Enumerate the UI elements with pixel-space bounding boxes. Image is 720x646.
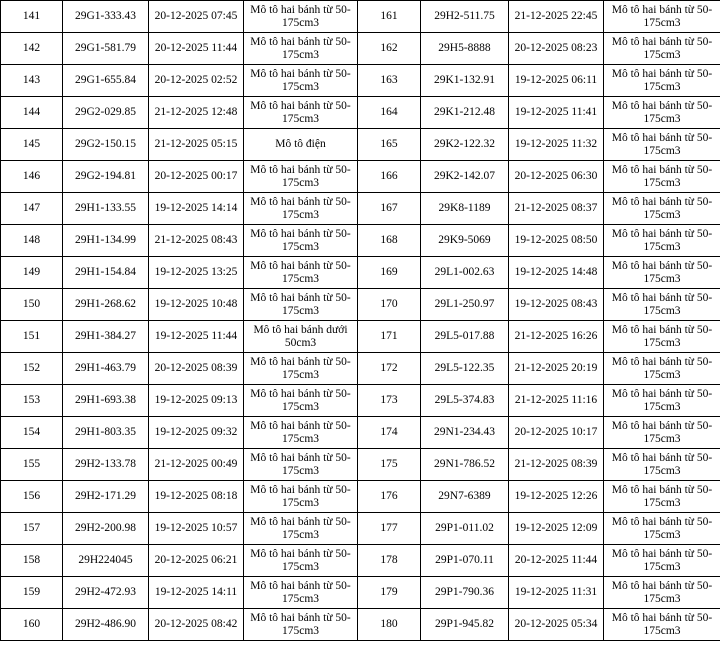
vehicle-type-cell: Mô tô hai bánh từ 50- 175cm3 bbox=[244, 289, 358, 321]
row-number-cell: 170 bbox=[358, 289, 421, 321]
license-plate-cell: 29H5-8888 bbox=[421, 33, 509, 65]
row-number-cell: 141 bbox=[1, 1, 63, 33]
violation-time-cell: 19-12-2025 11:44 bbox=[149, 321, 244, 353]
table-row bbox=[1, 417, 720, 449]
vehicle-type-cell: Mô tô hai bánh từ 50- 175cm3 bbox=[244, 97, 358, 129]
table-row bbox=[1, 353, 720, 385]
violation-time-cell: 19-12-2025 12:26 bbox=[509, 481, 604, 513]
license-plate-cell: 29H1-693.38 bbox=[63, 385, 149, 417]
license-plate-cell: 29G1-581.79 bbox=[63, 33, 149, 65]
license-plate-cell: 29H224045 bbox=[63, 545, 149, 577]
violation-time-cell: 20-12-2025 06:21 bbox=[149, 545, 244, 577]
row-number-cell: 146 bbox=[1, 161, 63, 193]
violation-time-cell: 20-12-2025 06:30 bbox=[509, 161, 604, 193]
violation-time-cell: 19-12-2025 11:32 bbox=[509, 129, 604, 161]
row-number-cell: 162 bbox=[358, 33, 421, 65]
row-number-cell: 173 bbox=[358, 385, 421, 417]
license-plate-cell: 29H1-134.99 bbox=[63, 225, 149, 257]
row-number-cell: 143 bbox=[1, 65, 63, 97]
row-number-cell: 159 bbox=[1, 577, 63, 609]
table-body bbox=[1, 1, 720, 641]
violation-time-cell: 19-12-2025 13:25 bbox=[149, 257, 244, 289]
vehicle-type-cell: Mô tô hai bánh từ 50- 175cm3 bbox=[604, 65, 720, 97]
vehicle-type-cell: Mô tô hai bánh từ 50- 175cm3 bbox=[604, 321, 720, 353]
vehicle-type-cell: Mô tô hai bánh từ 50- 175cm3 bbox=[604, 417, 720, 449]
row-number-cell: 164 bbox=[358, 97, 421, 129]
license-plate-cell: 29G2-150.15 bbox=[63, 129, 149, 161]
vehicle-type-cell: Mô tô hai bánh từ 50- 175cm3 bbox=[604, 289, 720, 321]
violation-time-cell: 20-12-2025 11:44 bbox=[509, 545, 604, 577]
row-number-cell: 155 bbox=[1, 449, 63, 481]
row-number-cell: 161 bbox=[358, 1, 421, 33]
violation-time-cell: 21-12-2025 11:16 bbox=[509, 385, 604, 417]
row-number-cell: 168 bbox=[358, 225, 421, 257]
row-number-cell: 149 bbox=[1, 257, 63, 289]
vehicle-type-cell: Mô tô hai bánh từ 50- 175cm3 bbox=[244, 257, 358, 289]
row-number-cell: 147 bbox=[1, 193, 63, 225]
vehicle-type-cell: Mô tô hai bánh từ 50- 175cm3 bbox=[604, 545, 720, 577]
violation-time-cell: 21-12-2025 00:49 bbox=[149, 449, 244, 481]
violation-time-cell: 20-12-2025 05:34 bbox=[509, 609, 604, 641]
table-row bbox=[1, 257, 720, 289]
license-plate-cell: 29H2-171.29 bbox=[63, 481, 149, 513]
violation-time-cell: 19-12-2025 09:32 bbox=[149, 417, 244, 449]
table-row bbox=[1, 161, 720, 193]
vehicle-type-cell: Mô tô hai bánh từ 50- 175cm3 bbox=[244, 385, 358, 417]
vehicle-type-cell: Mô tô hai bánh từ 50- 175cm3 bbox=[244, 65, 358, 97]
table-row bbox=[1, 609, 720, 641]
vehicle-type-cell: Mô tô hai bánh từ 50- 175cm3 bbox=[244, 225, 358, 257]
license-plate-cell: 29H2-511.75 bbox=[421, 1, 509, 33]
row-number-cell: 145 bbox=[1, 129, 63, 161]
license-plate-cell: 29G1-655.84 bbox=[63, 65, 149, 97]
violation-time-cell: 21-12-2025 20:19 bbox=[509, 353, 604, 385]
license-plate-cell: 29L5-122.35 bbox=[421, 353, 509, 385]
license-plate-cell: 29H1-133.55 bbox=[63, 193, 149, 225]
license-plate-cell: 29L5-374.83 bbox=[421, 385, 509, 417]
violation-time-cell: 19-12-2025 09:13 bbox=[149, 385, 244, 417]
license-plate-cell: 29P1-790.36 bbox=[421, 577, 509, 609]
license-plate-cell: 29P1-945.82 bbox=[421, 609, 509, 641]
row-number-cell: 178 bbox=[358, 545, 421, 577]
license-plate-cell: 29K1-132.91 bbox=[421, 65, 509, 97]
license-plate-cell: 29K9-5069 bbox=[421, 225, 509, 257]
license-plate-cell: 29H2-486.90 bbox=[63, 609, 149, 641]
table-row bbox=[1, 97, 720, 129]
table-row bbox=[1, 513, 720, 545]
violation-time-cell: 20-12-2025 07:45 bbox=[149, 1, 244, 33]
table-row bbox=[1, 545, 720, 577]
vehicle-type-cell: Mô tô hai bánh từ 50- 175cm3 bbox=[604, 33, 720, 65]
row-number-cell: 166 bbox=[358, 161, 421, 193]
license-plate-cell: 29K2-142.07 bbox=[421, 161, 509, 193]
row-number-cell: 177 bbox=[358, 513, 421, 545]
vehicle-type-cell: Mô tô hai bánh từ 50- 175cm3 bbox=[604, 353, 720, 385]
license-plate-cell: 29H2-472.93 bbox=[63, 577, 149, 609]
violation-time-cell: 21-12-2025 16:26 bbox=[509, 321, 604, 353]
vehicle-type-cell: Mô tô hai bánh từ 50- 175cm3 bbox=[604, 1, 720, 33]
table-row bbox=[1, 449, 720, 481]
violation-time-cell: 21-12-2025 08:39 bbox=[509, 449, 604, 481]
vehicle-type-cell: Mô tô hai bánh từ 50- 175cm3 bbox=[604, 225, 720, 257]
table-row bbox=[1, 385, 720, 417]
row-number-cell: 148 bbox=[1, 225, 63, 257]
row-number-cell: 150 bbox=[1, 289, 63, 321]
license-plate-cell: 29K2-122.32 bbox=[421, 129, 509, 161]
violation-time-cell: 19-12-2025 08:50 bbox=[509, 225, 604, 257]
row-number-cell: 153 bbox=[1, 385, 63, 417]
license-plate-cell: 29L5-017.88 bbox=[421, 321, 509, 353]
violation-time-cell: 20-12-2025 02:52 bbox=[149, 65, 244, 97]
row-number-cell: 152 bbox=[1, 353, 63, 385]
row-number-cell: 172 bbox=[358, 353, 421, 385]
vehicle-type-cell: Mô tô hai bánh từ 50- 175cm3 bbox=[604, 385, 720, 417]
vehicle-type-cell: Mô tô hai bánh từ 50- 175cm3 bbox=[244, 353, 358, 385]
row-number-cell: 142 bbox=[1, 33, 63, 65]
license-plate-cell: 29P1-011.02 bbox=[421, 513, 509, 545]
violation-time-cell: 19-12-2025 08:43 bbox=[509, 289, 604, 321]
vehicle-type-cell: Mô tô hai bánh dưới 50cm3 bbox=[244, 321, 358, 353]
row-number-cell: 167 bbox=[358, 193, 421, 225]
license-plate-cell: 29K1-212.48 bbox=[421, 97, 509, 129]
vehicle-type-cell: Mô tô hai bánh từ 50- 175cm3 bbox=[604, 513, 720, 545]
vehicle-type-cell: Mô tô hai bánh từ 50- 175cm3 bbox=[244, 481, 358, 513]
violation-time-cell: 19-12-2025 14:48 bbox=[509, 257, 604, 289]
violation-time-cell: 19-12-2025 11:31 bbox=[509, 577, 604, 609]
vehicle-type-cell: Mô tô hai bánh từ 50- 175cm3 bbox=[604, 129, 720, 161]
table-row bbox=[1, 33, 720, 65]
row-number-cell: 163 bbox=[358, 65, 421, 97]
vehicle-type-cell: Mô tô hai bánh từ 50- 175cm3 bbox=[244, 193, 358, 225]
table-row bbox=[1, 321, 720, 353]
violation-time-cell: 21-12-2025 22:45 bbox=[509, 1, 604, 33]
violation-time-cell: 20-12-2025 08:42 bbox=[149, 609, 244, 641]
vehicle-type-cell: Mô tô hai bánh từ 50- 175cm3 bbox=[244, 1, 358, 33]
violation-time-cell: 20-12-2025 10:17 bbox=[509, 417, 604, 449]
violation-time-cell: 21-12-2025 08:43 bbox=[149, 225, 244, 257]
license-plate-cell: 29N1-786.52 bbox=[421, 449, 509, 481]
row-number-cell: 158 bbox=[1, 545, 63, 577]
license-plate-cell: 29G2-029.85 bbox=[63, 97, 149, 129]
violation-time-cell: 19-12-2025 11:41 bbox=[509, 97, 604, 129]
license-plate-cell: 29L1-002.63 bbox=[421, 257, 509, 289]
license-plate-cell: 29G2-194.81 bbox=[63, 161, 149, 193]
vehicle-type-cell: Mô tô hai bánh từ 50- 175cm3 bbox=[244, 609, 358, 641]
vehicle-type-cell: Mô tô hai bánh từ 50- 175cm3 bbox=[244, 577, 358, 609]
row-number-cell: 180 bbox=[358, 609, 421, 641]
license-plate-cell: 29H1-463.79 bbox=[63, 353, 149, 385]
license-plate-cell: 29H2-200.98 bbox=[63, 513, 149, 545]
vehicle-type-cell: Mô tô hai bánh từ 50- 175cm3 bbox=[604, 609, 720, 641]
table-row bbox=[1, 577, 720, 609]
row-number-cell: 144 bbox=[1, 97, 63, 129]
violation-time-cell: 20-12-2025 11:44 bbox=[149, 33, 244, 65]
violation-time-cell: 19-12-2025 12:09 bbox=[509, 513, 604, 545]
violation-time-cell: 19-12-2025 06:11 bbox=[509, 65, 604, 97]
violation-time-cell: 19-12-2025 10:48 bbox=[149, 289, 244, 321]
vehicle-type-cell: Mô tô hai bánh từ 50- 175cm3 bbox=[604, 577, 720, 609]
violation-time-cell: 20-12-2025 00:17 bbox=[149, 161, 244, 193]
vehicle-type-cell: Mô tô hai bánh từ 50- 175cm3 bbox=[604, 97, 720, 129]
table-row bbox=[1, 289, 720, 321]
violation-time-cell: 19-12-2025 14:14 bbox=[149, 193, 244, 225]
license-plate-cell: 29H1-268.62 bbox=[63, 289, 149, 321]
vehicle-type-cell: Mô tô hai bánh từ 50- 175cm3 bbox=[244, 513, 358, 545]
row-number-cell: 175 bbox=[358, 449, 421, 481]
row-number-cell: 151 bbox=[1, 321, 63, 353]
vehicle-type-cell: Mô tô hai bánh từ 50- 175cm3 bbox=[604, 161, 720, 193]
vehicle-type-cell: Mô tô hai bánh từ 50- 175cm3 bbox=[604, 193, 720, 225]
table-row bbox=[1, 65, 720, 97]
license-plate-cell: 29G1-333.43 bbox=[63, 1, 149, 33]
vehicle-type-cell: Mô tô hai bánh từ 50- 175cm3 bbox=[604, 257, 720, 289]
violation-time-cell: 20-12-2025 08:39 bbox=[149, 353, 244, 385]
license-plate-cell: 29K8-1189 bbox=[421, 193, 509, 225]
license-plate-cell: 29P1-070.11 bbox=[421, 545, 509, 577]
vehicle-type-cell: Mô tô hai bánh từ 50- 175cm3 bbox=[244, 449, 358, 481]
vehicle-type-cell: Mô tô điện bbox=[244, 129, 358, 161]
row-number-cell: 165 bbox=[358, 129, 421, 161]
violation-time-cell: 19-12-2025 10:57 bbox=[149, 513, 244, 545]
table-row bbox=[1, 193, 720, 225]
row-number-cell: 160 bbox=[1, 609, 63, 641]
table-row bbox=[1, 481, 720, 513]
license-plate-cell: 29L1-250.97 bbox=[421, 289, 509, 321]
vehicle-type-cell: Mô tô hai bánh từ 50- 175cm3 bbox=[244, 545, 358, 577]
license-plate-cell: 29H1-803.35 bbox=[63, 417, 149, 449]
vehicle-type-cell: Mô tô hai bánh từ 50- 175cm3 bbox=[244, 33, 358, 65]
violation-time-cell: 21-12-2025 05:15 bbox=[149, 129, 244, 161]
table-row bbox=[1, 1, 720, 33]
license-plate-cell: 29H1-154.84 bbox=[63, 257, 149, 289]
row-number-cell: 156 bbox=[1, 481, 63, 513]
vehicle-type-cell: Mô tô hai bánh từ 50- 175cm3 bbox=[604, 449, 720, 481]
vehicle-type-cell: Mô tô hai bánh từ 50- 175cm3 bbox=[604, 481, 720, 513]
table-row bbox=[1, 129, 720, 161]
license-plate-cell: 29N1-234.43 bbox=[421, 417, 509, 449]
violation-time-cell: 19-12-2025 08:18 bbox=[149, 481, 244, 513]
row-number-cell: 157 bbox=[1, 513, 63, 545]
violation-time-cell: 21-12-2025 12:48 bbox=[149, 97, 244, 129]
vehicle-type-cell: Mô tô hai bánh từ 50- 175cm3 bbox=[244, 417, 358, 449]
violation-time-cell: 19-12-2025 14:11 bbox=[149, 577, 244, 609]
license-plate-cell: 29H2-133.78 bbox=[63, 449, 149, 481]
vehicle-type-cell: Mô tô hai bánh từ 50- 175cm3 bbox=[244, 161, 358, 193]
row-number-cell: 179 bbox=[358, 577, 421, 609]
row-number-cell: 169 bbox=[358, 257, 421, 289]
violation-time-cell: 21-12-2025 08:37 bbox=[509, 193, 604, 225]
row-number-cell: 174 bbox=[358, 417, 421, 449]
violation-time-cell: 20-12-2025 08:23 bbox=[509, 33, 604, 65]
license-plate-cell: 29N7-6389 bbox=[421, 481, 509, 513]
row-number-cell: 171 bbox=[358, 321, 421, 353]
table-row bbox=[1, 225, 720, 257]
license-plate-cell: 29H1-384.27 bbox=[63, 321, 149, 353]
row-number-cell: 176 bbox=[358, 481, 421, 513]
row-number-cell: 154 bbox=[1, 417, 63, 449]
